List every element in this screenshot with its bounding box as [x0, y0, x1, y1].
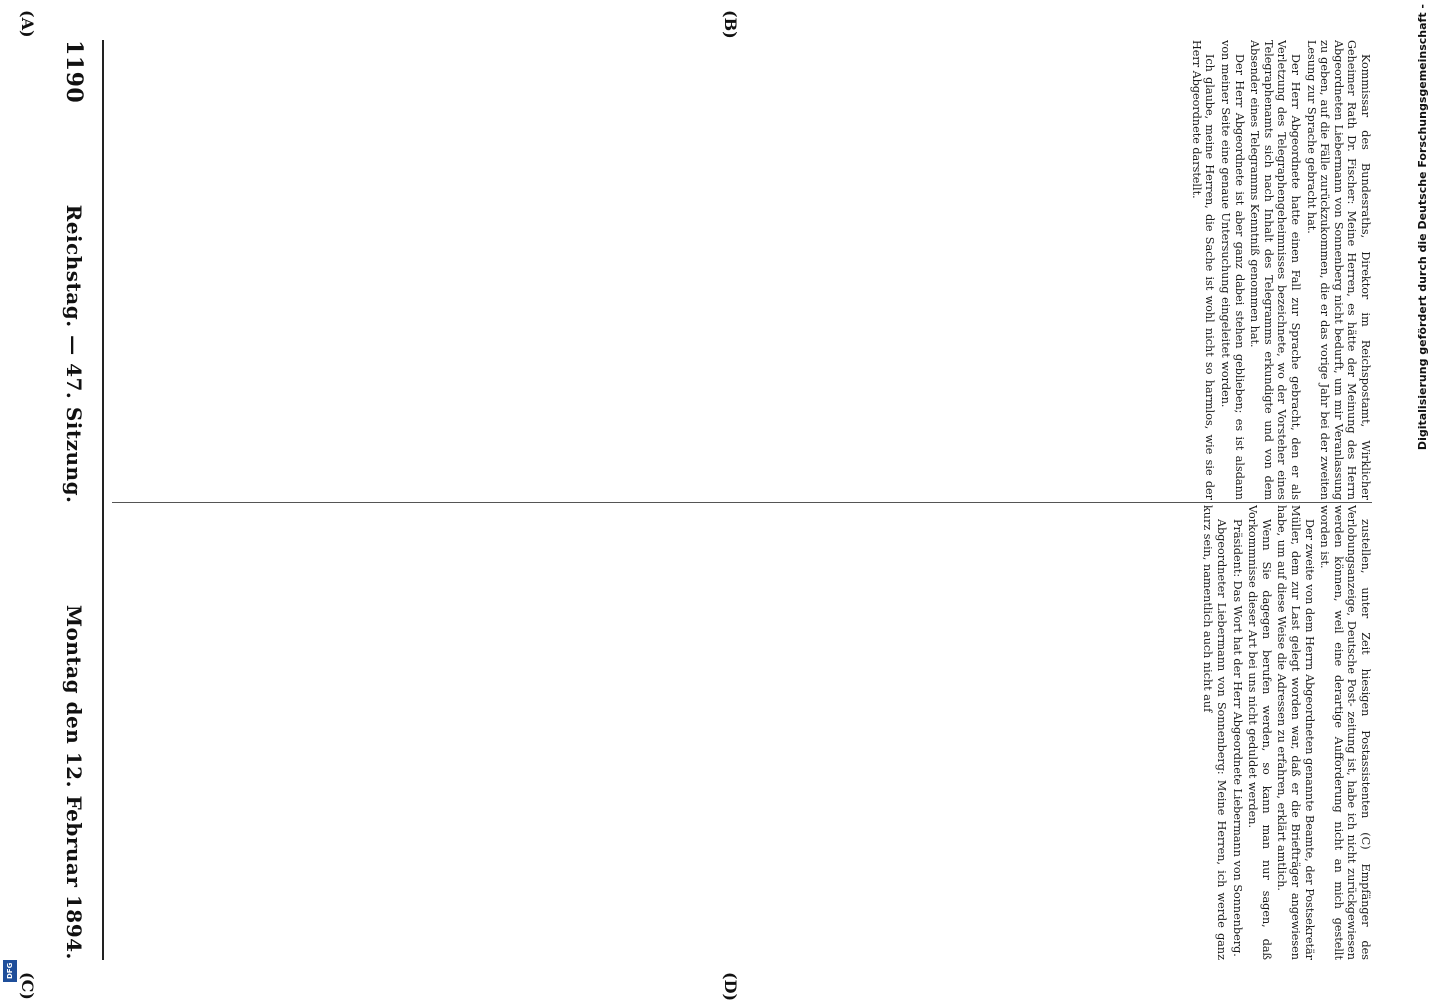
digitization-footer [1412, 0, 1432, 1000]
paragraph: Präsident: Das Wort hat der Herr Abgeordnete Liebermann von Sonnenberg. [1230, 519, 1244, 957]
footer-text: Digitalisierung gefördert durch die Deutsche Forschungsgemeinschaft - [1415, 4, 1429, 451]
column-divider [112, 502, 1372, 503]
left-column [112, 40, 1372, 500]
paragraph: Ich glaube, meine Herren, die Sache ist wohl nicht so harmlos, wie sie der Herr Abgeordnete darstellt. [1189, 40, 1217, 500]
paragraph: Abgeordneter Liebermann von Sonnenberg: Meine Herren, ich werde ganz kurz sein, namentlich auch nicht auf [1201, 505, 1229, 960]
paragraph: Der zweite von dem Herrn Abgeordneten genannte Beamte, der Postsekretär Müller, dem zur Last gelegt worden war, daß er die Briefträger angewiesen habe, um auf diese Weise die Adressen zu erfahren, erklärt amtlich. [1275, 505, 1316, 960]
margin-marker-b: (B) [721, 10, 740, 39]
paragraph: Kommissar des Bundesraths, Direktor im Reichspostamt, Wirklicher Geheimer Rath Dr. Fischer: Meine Herren, es hätte der Meinung des Herrn Abgeordneten Liebermann von Sonnenberg nicht bedurft, um mir Veranlassung zu geben, auf die Fälle zurückzukommen, die er das vorige Jahr bei der zweiten Lesung zur Sprache gebracht hat. [1304, 40, 1372, 500]
margin-marker-d: (D) [721, 972, 740, 1001]
paragraph: zustellen, unter Zeit hiesigen Postassistenten (C) Empfänger des Verlobungsanzeige, Deutsche Post- zeitung ist, habe ich nicht zurückgewiesen werden können, weil eine derartige Aufforderung nicht an mich gestellt worden ist. [1318, 505, 1372, 960]
margin-marker-a: (A) [18, 10, 37, 38]
paragraph: Der Herr Abgeordnete ist aber ganz dabei stehen geblieben; es ist alsdann von meiner Seite eine genaue Untersuchung eingeleitet worden. [1219, 40, 1246, 500]
page-number: 1190 [61, 40, 87, 104]
paragraph: Wenn Sie dagegen berufen werden, so kann man nur sagen, daß Vorkommnisse dieser Art bei uns nicht geduldet werden. [1246, 505, 1273, 960]
page-header [54, 40, 94, 960]
margin-marker-c: (C) [18, 972, 37, 1000]
right-column [112, 505, 1372, 960]
session-date: Montag den 12. Februar 1894. [62, 604, 86, 960]
paragraph: Der Herr Abgeordnete hatte einen Fall zur Sprache gebracht, den er als Verletzung des Telegraphengeheimnisses bezeichnete, wo der Vorsteher eines Telegraphenamts sich nach Inhalt des Telegramms erkundigte und von dem Absender eines Telegramms Kenntniß genommen hat. [1248, 40, 1303, 500]
header-rule [102, 40, 104, 960]
dfg-logo-icon: DFG [3, 960, 17, 982]
session-title: Reichstag. — 47. Sitzung. [62, 204, 86, 504]
